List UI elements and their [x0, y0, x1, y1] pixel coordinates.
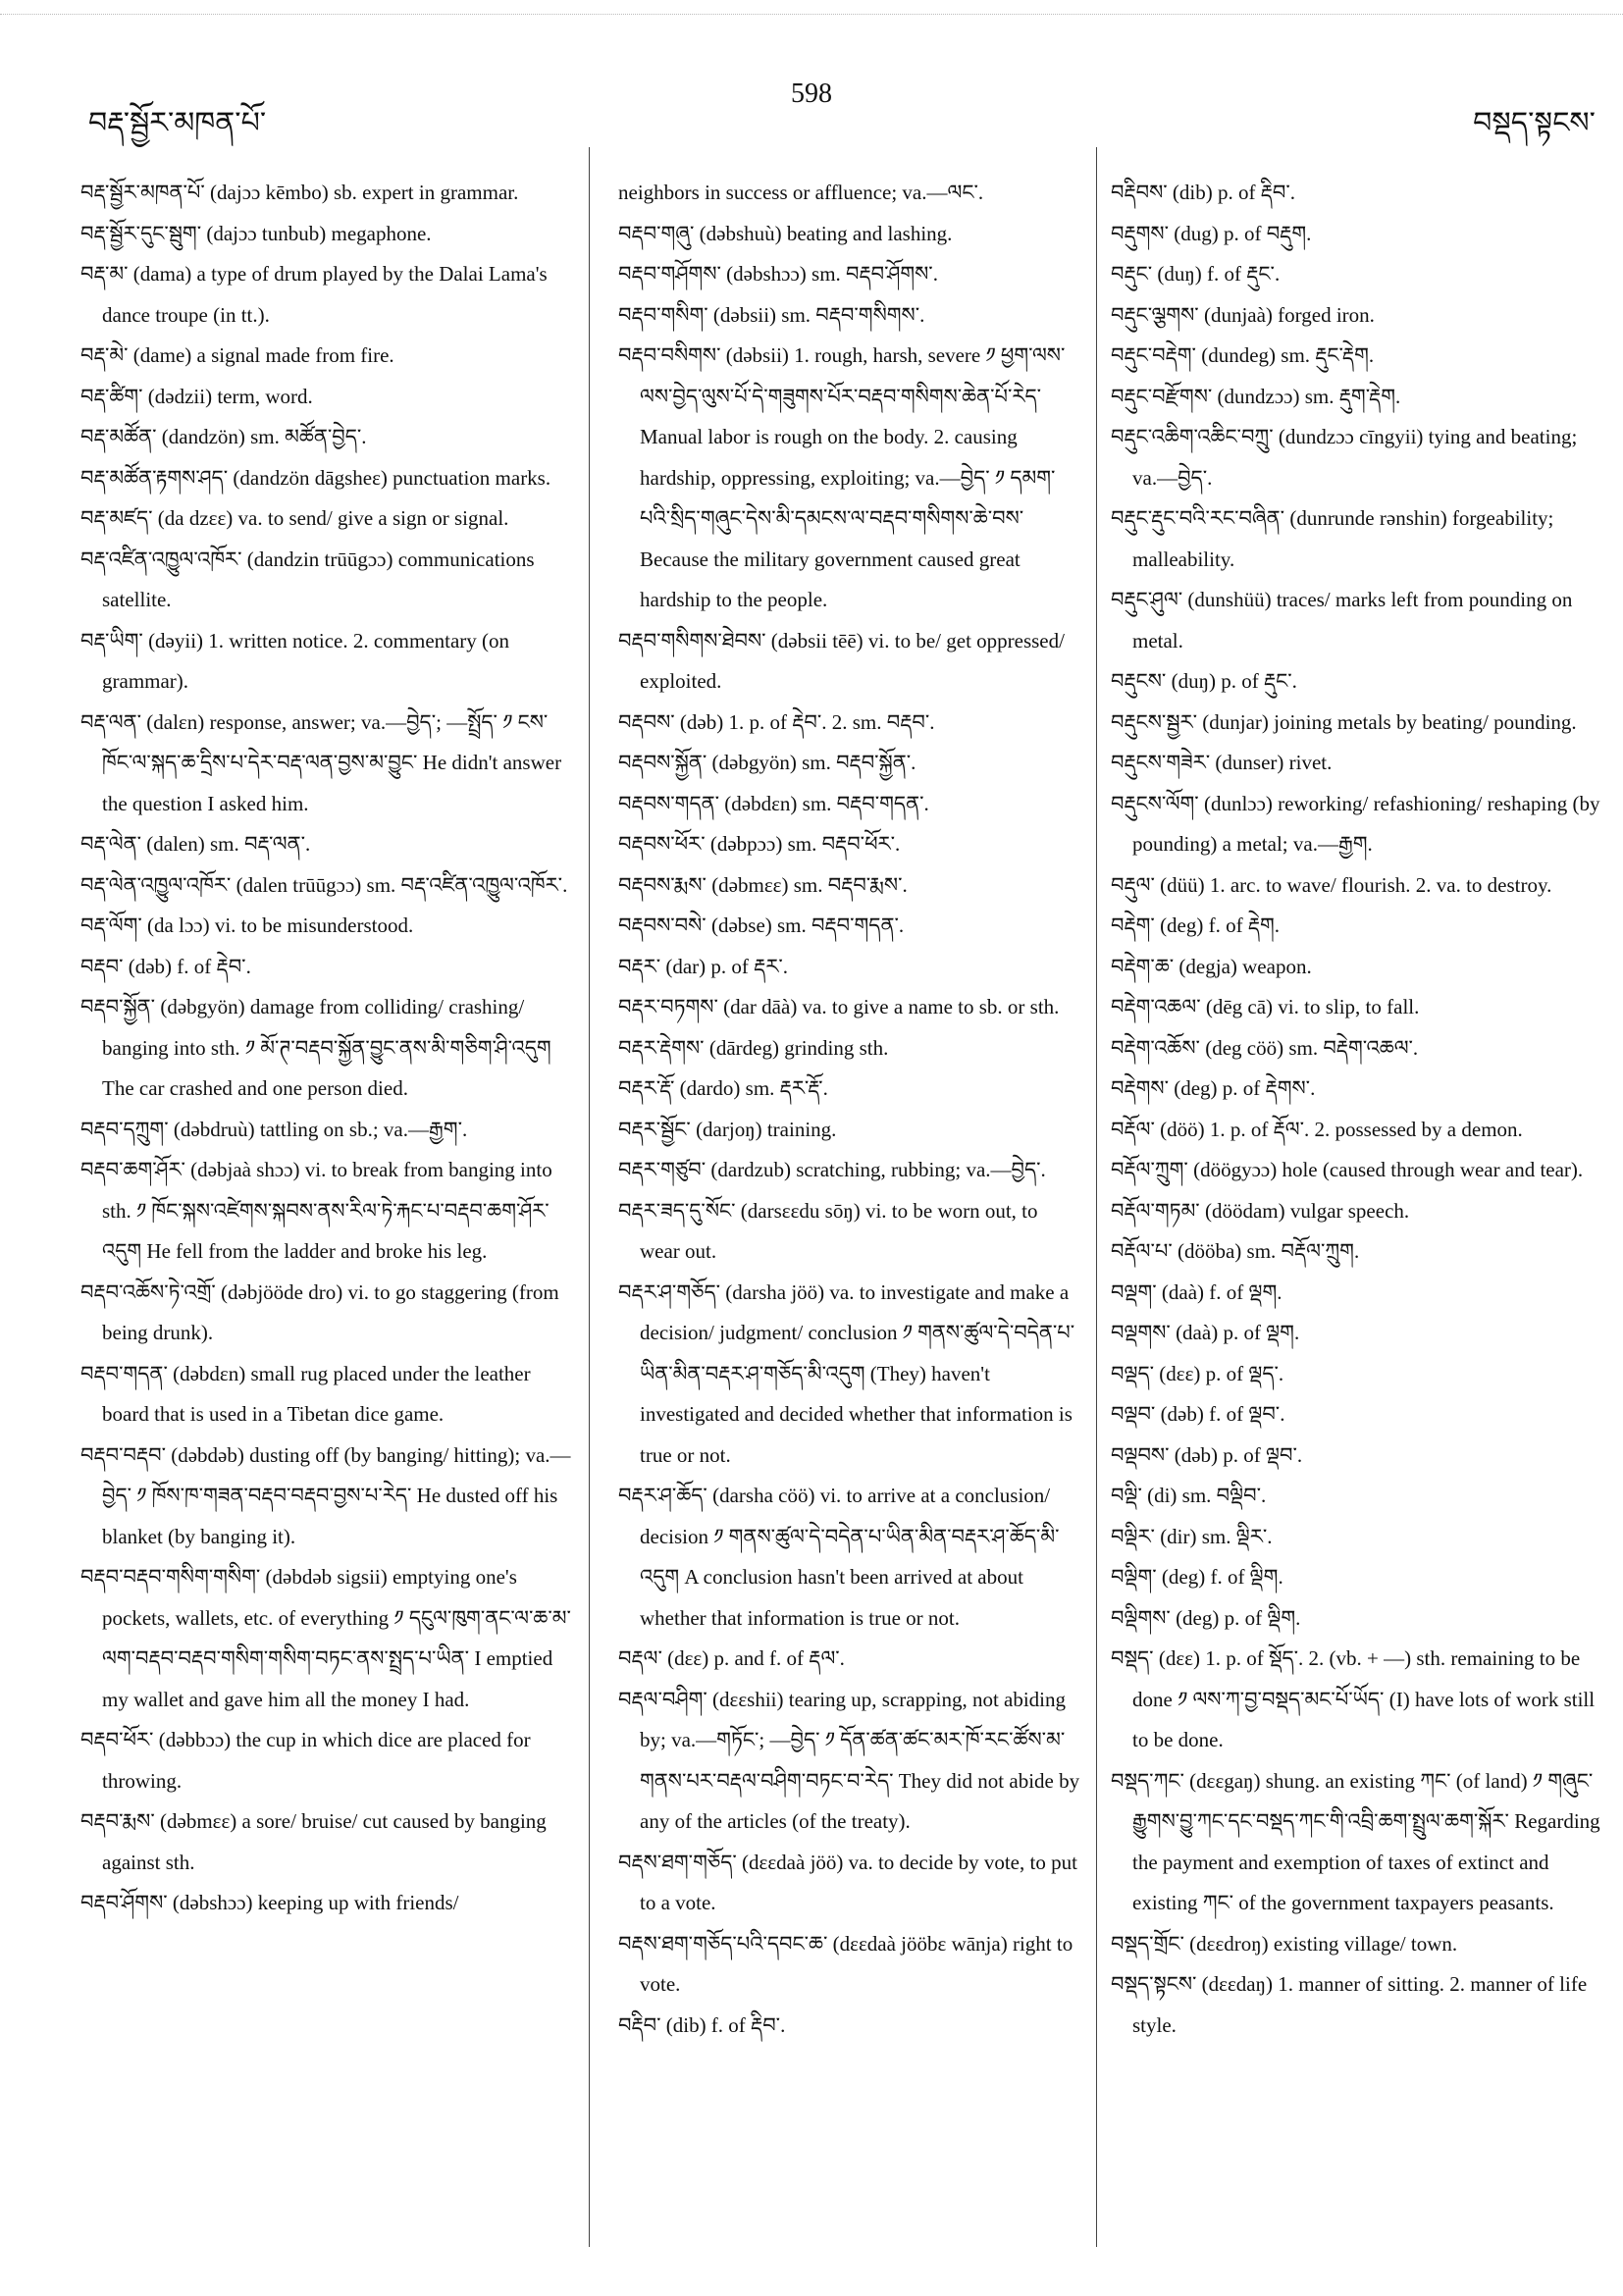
column-divider: [589, 147, 590, 2247]
dictionary-entry: བརྡབ་གདན་ (dəbdɛn) small rug placed under the leather board that is used in a Tibetan dice game.: [80, 1361, 531, 1426]
dictionary-entry: བརྡར་ཟད་དུ་སོང་ (darsɛɛdu sōŋ) vi. to be worn out, to wear out.: [618, 1198, 1038, 1263]
column-left: [80, 173, 573, 1924]
dictionary-entry: བརྡ་མཛད་ (da dzɛɛ) va. to send/ give a sign or signal.: [80, 506, 509, 530]
dictionary-entry: བརྡབས་གདན་ (dəbdɛn) sm. བརྡབ་གདན་.: [618, 791, 929, 815]
dictionary-entry: བལྡབ་ (dəb) f. of ལྡབ་.: [1111, 1402, 1285, 1426]
dictionary-entry: བརྡར་བཏགས་ (dar dāà) va. to give a name to sb. or sth.: [618, 995, 1060, 1018]
dictionary-entry: བརྡེག་འཆོས་ (deg cöö) sm. བརྡེག་འཆལ་.: [1111, 1035, 1419, 1060]
dictionary-entry: བརྡབ་ཤོགས་ (dəbshɔɔ) keeping up with friends/: [80, 1891, 459, 1914]
dictionary-entry: བརྡུང་ལྕགས་ (dunjaà) forged iron.: [1111, 302, 1375, 327]
column-divider: [1096, 147, 1097, 2247]
dictionary-entry: བརྡབས་ཕོར་ (dəbpɔɔ) sm. བརྡབ་ཕོར་.: [618, 832, 901, 856]
dictionary-entry: བརྡབ་བསིགས་ (dəbsii) 1. rough, harsh, severe ༡ ཕྱག་ལས་ལས་བྱེད་ལུས་པོ་དེ་གཟུགས་པོར་བརྡབ་གསིགས་ཆེན་པོ་རེད་ Manual labor is rough on the body. 2. causing hardship, oppressing, exploiting; va.—བྱེད་ ༡ དམག་པའི་སྲིད་གཞུང་དེས་མི་དམངས་ལ་བརྡབ་གསིགས་ཆེ་བས་ Because the military government caused great hardship to the people.: [618, 343, 1066, 611]
dictionary-entry: བརྡབས་ (dəb) 1. p. of རྡེབ་. 2. sm. བརྡབ་.: [618, 709, 935, 734]
dictionary-entry: བརྡ་མ་ (dama) a type of drum played by the Dalai Lama's dance troupe (in tt.).: [80, 262, 548, 327]
dictionary-entry: བརྡ་ལན་ (dalɛn) response, answer; va.—བྱེད་; —སྤྲོད་ ༡ ངས་ཁོང་ལ་སྐད་ཆ་དྲིས་པ་དེར་བརྡ་ལན་བྱས་མ་བྱུང་ He didn't answer the question I asked him.: [80, 709, 562, 815]
dictionary-entry: བརྡུང་ཤུལ་ (dunshüü) traces/ marks left from pounding on metal.: [1111, 588, 1573, 652]
dictionary-entry: བརྡར་ཤ་གཅོད་ (darsha jöö) va. to investigate and make a decision/ judgment/ conclusion ༡ གནས་ཚུལ་དེ་བདེན་པ་ཡིན་མིན་བརྡར་ཤ་གཅོད་མི་འདུག (They) haven't investigated and decided whether that information is true or not.: [618, 1279, 1075, 1467]
dictionary-entry: བརྡོལ་གཏམ་ (döödam) vulgar speech.: [1111, 1198, 1410, 1223]
dictionary-entry: བརྡབ་གསིགས་ཐེབས་ (dəbsii tēē) vi. to be/ get oppressed/ exploited.: [618, 628, 1065, 693]
dictionary-entry: བརྡ་འཛིན་འཁྱུལ་འཁོར་ (dandzin trūūgɔɔ) communications satellite.: [80, 547, 535, 611]
dictionary-entry: བརྡེག་ (deg) f. of རྡེག.: [1111, 913, 1281, 937]
running-head-right: བསྡད་སྟངས་: [1473, 107, 1596, 139]
dictionary-entry: བརྡབ་ (dəb) f. of རྡེབ་.: [80, 954, 251, 978]
dictionary-entry: བརྡུང་བརྫོགས་ (dundzɔɔ) sm. རྡུག་རྡེག.: [1111, 384, 1401, 408]
dictionary-entry: བརྡུངས་གཟེར་ (dunser) rivet.: [1111, 751, 1333, 774]
dictionary-entry: neighbors in success or affluence; va.—ལང་.: [618, 181, 984, 204]
dictionary-entry: བརྡ་ལེན་ (dalen) sm. བརྡ་ལན་.: [80, 832, 311, 856]
dictionary-entry: བརྡབས་རྨས་ (dəbmɛɛ) sm. བརྡབ་རྨས་.: [618, 872, 908, 897]
dictionary-entry: བརྡོལ་ (döö) 1. p. of རྡོལ་. 2. possessed by a demon.: [1111, 1117, 1523, 1141]
dictionary-entry: བསྡད་ཀང་ (dɛɛgaŋ) shung. an existing ཀང་ (of land) ༡ གཞུང་རྒྱུགས་བྱུ་ཀང་དང་བསྡད་ཀང་གི་འབྲི་ཆག་སྤྲུལ་ཆག་སྐོར་ Regarding the payment and exemption of taxes of extinct and existing ཀང་ of the government taxpayers peasants.: [1111, 1768, 1600, 1914]
dictionary-entry: བརྡས་ཐག་གཅོད་པའི་དབང་ཆ་ (dɛɛdaà jööbɛ wānja) right to vote.: [618, 1931, 1073, 1996]
dictionary-entry: བརྡ་ལོག་ (da lɔɔ) vi. to be misunderstood.: [80, 913, 414, 937]
dictionary-entry: བརྡེག་ཆ་ (degja) weapon.: [1111, 954, 1312, 978]
dictionary-entry: བལྡག་ (daà) f. of ལྡག.: [1111, 1279, 1283, 1304]
dictionary-entry: བསྡད་ (dɛɛ) 1. p. of སྡོད་. 2. (vb. + —) sth. remaining to be done ༡ ལས་ཀ་བྱ་བསྡད་མང་པོ་ཡོད་ (I) have lots of work still to be done.: [1111, 1646, 1596, 1751]
dictionary-entry: བརྡ་མཚོན་ (dandzön) sm. མཚོན་བྱེད་.: [80, 425, 367, 448]
dictionary-entry: བརྡབ་བརྡབ་ (dəbdəb) dusting off (by banging/ hitting); va.—བྱེད་ ༡ ཁོས་ཁ་གཟན་བརྡབ་བརྡབ་བྱས་པ་རེད་ He dusted off his blanket (by banging it).: [80, 1442, 571, 1548]
dictionary-entry: བལྡིགས་ (deg) p. of ལྡིག.: [1111, 1605, 1301, 1630]
dictionary-entry: བརྡིབས་ (dib) p. of རྡིབ་.: [1111, 181, 1296, 204]
dictionary-entry: བརྡར་ཤ་ཆོད་ (darsha cöö) vi. to arrive at a conclusion/ decision ༡ གནས་ཚུལ་དེ་བདེན་པ་ཡིན་མིན་བརྡར་ཤ་ཆོད་མི་འདུག A conclusion hasn't been arrived at about whether that information is true or not.: [618, 1484, 1060, 1630]
dictionary-entry: བརྡ་ལེན་འཁྱུལ་འཁོར་ (dalen trūūgɔɔ) sm. བརྡ་འཛིན་འཁྱུལ་འཁོར་.: [80, 872, 568, 897]
dictionary-entry: བརྡུངས་སྦྱར་ (dunjar) joining metals by beating/ pounding.: [1111, 709, 1577, 734]
dictionary-entry: བརྡ་ཡིག་ (dəyii) 1. written notice. 2. commentary (on grammar).: [80, 628, 510, 693]
dictionary-entry: བརྡལ་ (dɛɛ) p. and f. of རྡལ་.: [618, 1646, 845, 1670]
dictionary-entry: བརྡེགས་ (deg) p. of རྡེགས་.: [1111, 1076, 1316, 1100]
dictionary-entry: བརྡ་མེ་ (dame) a signal made from fire.: [80, 343, 394, 367]
dictionary-entry: བསྡད་སྟངས་ (dɛɛdaŋ) 1. manner of sitting. 2. manner of life style.: [1111, 1972, 1588, 2037]
dictionary-entry: བརྡ་སྦྱོར་མཁན་པོ་ (dajɔɔ kēmbo) sb. expert in grammar.: [80, 181, 519, 204]
dictionary-entry: བརྡབས་སྐྱོན་ (dəbgyön) sm. བརྡབ་སྐྱོན་.: [618, 751, 916, 774]
dictionary-entry: བལྡད་ (dɛɛ) p. of ལྡད་.: [1111, 1361, 1284, 1385]
dictionary-entry: བརྡབ་གསིག་ (dəbsii) sm. བརྡབ་གསིགས་.: [618, 302, 925, 327]
dictionary-entry: བརྡབ་གཞུ་ (dəbshuù) beating and lashing.: [618, 221, 953, 245]
dictionary-entry: བརྡུང་བརྡེག་ (dundeg) sm. རྡུང་རྡེག.: [1111, 343, 1375, 367]
dictionary-entry: བརྡུལ་ (düü) 1. arc. to wave/ flourish. 2. va. to destroy.: [1111, 872, 1552, 897]
page-number: 598: [791, 78, 832, 109]
dictionary-entry: བརྡབ་སྐྱོན་ (dəbgyön) damage from colliding/ crashing/ banging into sth. ༡ མོ་ཊ་བརྡབ་སྐྱོན་བྱུང་ནས་མི་གཅིག་ཤི་འདུག The car crashed and one person died.: [80, 995, 551, 1100]
dictionary-entry: བརྡར་གཙུབ་ (dardzub) scratching, rubbing; va.—བྱེད་.: [618, 1158, 1046, 1181]
column-right: [1111, 173, 1601, 2046]
dictionary-entry: བརྡར་སྦྱོང་ (darjoŋ) training.: [618, 1117, 837, 1141]
dictionary-entry: བལྡིར་ (dir) sm. ལྡིར་.: [1111, 1524, 1273, 1548]
dictionary-entry: བརྡུངས་ (duŋ) p. of རྡུང་.: [1111, 669, 1297, 693]
dictionary-entry: བསྡད་གྲོང་ (dɛɛdroŋ) existing village/ town.: [1111, 1931, 1458, 1956]
dictionary-entry: བརྡབ་འཆོས་ཏེ་འགྲོ་ (dəbjööde dro) vi. to go staggering (from being drunk).: [80, 1279, 559, 1344]
running-head-left: བརྡ་སྦྱོར་མཁན་པོ་: [88, 107, 267, 139]
dictionary-entry: བལྡིག་ (deg) f. of ལྡིག.: [1111, 1565, 1283, 1589]
dictionary-entry: བརྡར་རྡེགས་ (dārdeg) grinding sth.: [618, 1035, 889, 1060]
scan-edge: [0, 14, 1623, 16]
dictionary-entry: བརྡ་སྦྱོར་དུང་སྦུག་ (dajɔɔ tunbub) megaphone.: [80, 221, 432, 245]
dictionary-entry: བརྡར་ (dar) p. of རྡར་.: [618, 954, 789, 978]
dictionary-entry: བརྡ་མཚོན་རྟགས་ཤད་ (dandzön dāgsheɛ) punctuation marks.: [80, 465, 551, 490]
dictionary-entry: བརྡབ་དཀྲུག་ (dəbdruù) tattling on sb.; va.—རྒྱག་.: [80, 1117, 468, 1141]
dictionary-entry: བརྡིབ་ (dib) f. of རྡིབ་.: [618, 2012, 786, 2037]
dictionary-entry: བརྡབ་ཕོར་ (dəbbɔɔ) the cup in which dice are placed for throwing.: [80, 1728, 531, 1793]
dictionary-entry: བརྡུང་ (duŋ) f. of རྡུང་.: [1111, 262, 1281, 286]
dictionary-entry: བརྡལ་བཤིག་ (dɛɛshii) tearing up, scrapping, not abiding by; va.—གཏོང་; —བྱེད་ ༡ དོན་ཚན་ཚང་མར་ཁོ་རང་ཚོས་མ་གནས་པར་བརྡལ་བཤིག་བཏང་བ་རེད་ They did not abide by any of the articles (of the treaty).: [618, 1687, 1080, 1833]
dictionary-entry: བརྡབ་གཤོགས་ (dəbshɔɔ) sm. བརྡབ་ཤོགས་.: [618, 262, 938, 286]
column-middle: [618, 173, 1081, 2046]
dictionary-entry: བལྡགས་ (daà) p. of ལྡག.: [1111, 1321, 1300, 1344]
dictionary-entry: བརྡ་ཚིག་ (dədzii) term, word.: [80, 384, 313, 408]
dictionary-entry: བརྡར་རྡོ་ (dardo) sm. རྡར་རྡོ་.: [618, 1076, 828, 1100]
dictionary-entry: བརྡབ་ཆག་ཤོར་ (dəbjaà shɔɔ) vi. to break from banging into sth. ༡ ཁོང་སྐས་འཛེགས་སྐབས་ནས་རིལ་ཏེ་རྐང་པ་བརྡབ་ཆག་ཤོར་འདུག He fell from the ladder and broke his leg.: [80, 1158, 552, 1263]
dictionary-entry: བརྡུང་རྡུང་བའི་རང་བཞིན་ (dunrunde rənshin) forgeability; malleability.: [1111, 506, 1554, 571]
dictionary-entry: བརྡུང་འཆིག་འཆིང་བཀྲུ་ (dundzɔɔ cīngyii) tying and beating; va.—བྱེད་.: [1111, 425, 1578, 490]
dictionary-entry: བལྡབས་ (dəb) p. of ལྡབ་.: [1111, 1442, 1303, 1467]
dictionary-entry: བརྡབ་བརྡབ་གསིག་གསིག་ (dəbdəb sigsii) emptying one's pockets, wallets, etc. of everything ༡ དངུལ་ཁུག་ནང་ལ་ཆ་མ་ལག་བརྡབ་བརྡབ་གསིག་གསིག་བཏང་ནས་སྤྲད་པ་ཡིན་ I emptied my wallet and gave him all the money I had.: [80, 1565, 571, 1711]
dictionary-entry: བརྡབས་བསེ་ (dəbse) sm. བརྡབ་གདན་.: [618, 913, 905, 937]
dictionary-entry: བརྡུངས་ལོག་ (dunlɔɔ) reworking/ refashioning/ reshaping (by pounding) a metal; va.—རྒྱག.: [1111, 791, 1600, 856]
dictionary-entry: བརྡབ་རྨས་ (dəbmɛɛ) a sore/ bruise/ cut caused by banging against sth.: [80, 1809, 547, 1874]
dictionary-entry: བརྡས་ཐག་གཅོད་ (dɛɛdaà jöö) va. to decide by vote, to put to a vote.: [618, 1850, 1077, 1914]
dictionary-entry: བརྡོལ་ཀྲུག་ (döögyɔɔ) hole (caused through wear and tear).: [1111, 1158, 1584, 1181]
dictionary-entry: བལྡི་ (di) sm. བལྡིབ་.: [1111, 1484, 1267, 1507]
dictionary-entry: བརྡུགས་ (dug) p. of བརྡུག.: [1111, 221, 1312, 245]
dictionary-entry: བརྡོལ་པ་ (dööba) sm. བརྡོལ་ཀྲུག.: [1111, 1239, 1360, 1263]
dictionary-entry: བརྡེག་འཆལ་ (dēg cā) vi. to slip, to fall.: [1111, 995, 1420, 1018]
